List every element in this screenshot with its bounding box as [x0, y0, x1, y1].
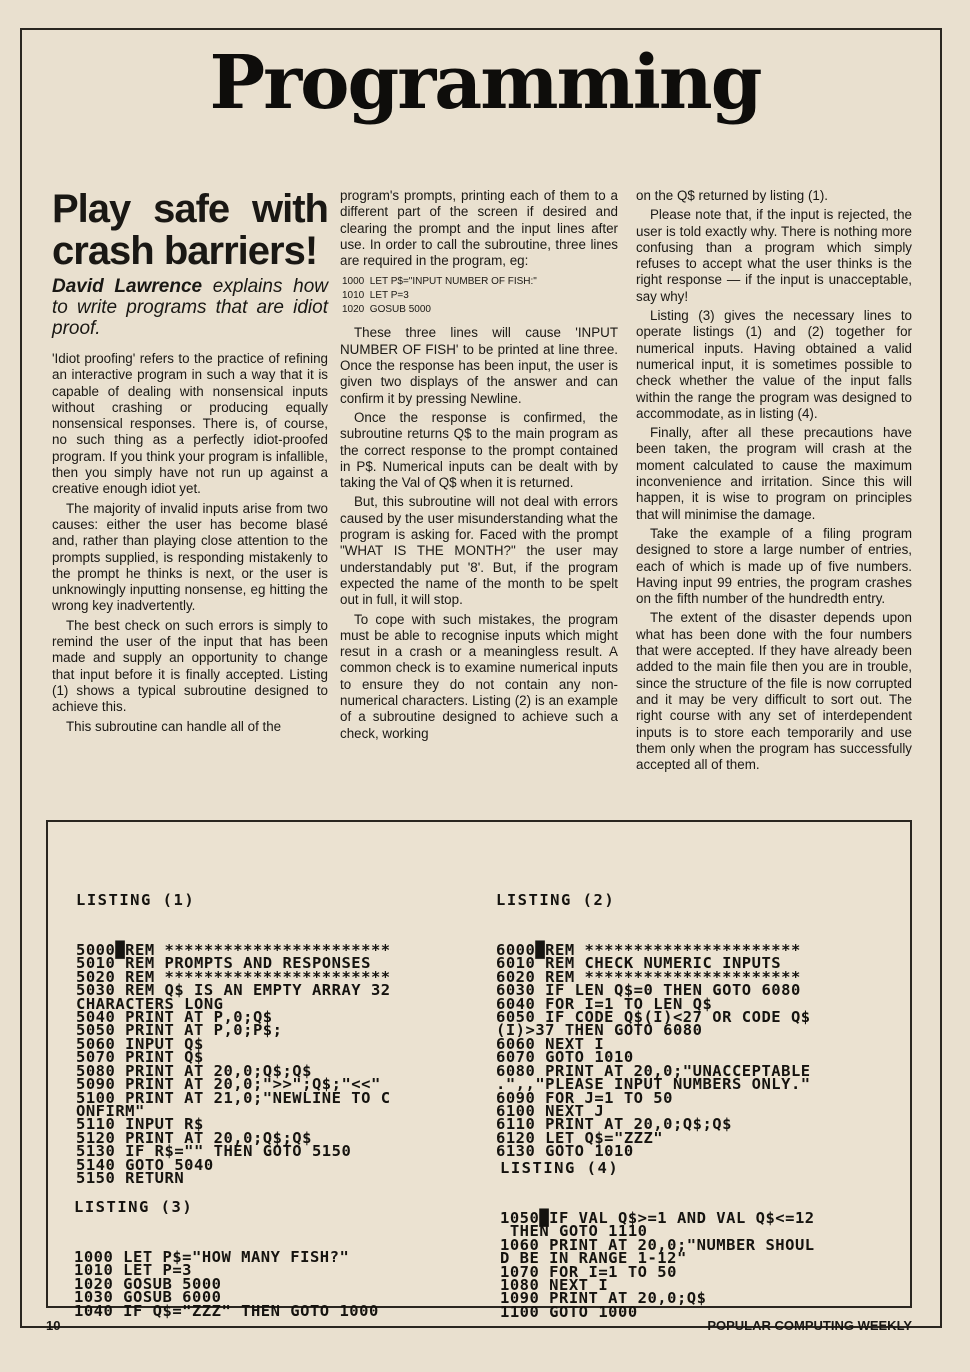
body-paragraph: on the Q$ returned by listing (1). [636, 188, 829, 203]
body-paragraph: Please note that, if the input is rejected, the user is told exactly why. There is nothing more confusing than a program which simply refuses to accept what the user thinks is the right response — if the input is unacceptable, say why! [636, 207, 912, 304]
listing-3-title: LISTING (3) [74, 1197, 194, 1216]
body-paragraph: These three lines will cause 'INPUT NUMBER OF FISH' to be printed at line three. Once the response has been input, the user is given two displays of the answer and can confirm it by pressing Newline. [340, 325, 618, 406]
listing-3 [74, 1174, 379, 1345]
article-standfirst [52, 276, 328, 339]
listing-1-title: LISTING (1) [76, 890, 196, 909]
body-paragraph: The extent of the disaster depends upon what has been done with the four numbers that were accepted. If they have already been added to the main file then you are in trouble, since the structure of the file is now corrupted and it may be very difficult to sort out. The right course with any set of interdependent inputs is to store each temporarily and use them only when the program has successfully accepted all of them. [636, 610, 912, 773]
body-paragraph: To cope with such mistakes, the program must be able to recognise inputs which might resut in a crash or a meaningless result. A common check is to examine numerical inputs to ensure they do not contain any non-numerical characters. Listing (2) is an example of a subroutine designed to achieve such a check, working [340, 611, 618, 741]
section-masthead: Programming [209, 40, 761, 126]
listing-2-code: 6000█REM ********************** 6010 REM CHECK NUMERIC INPUTS 6020 REM ********************** 6030 IF LEN Q$=0 THEN GOTO 6080 6040 FOR I=1 TO LEN Q$ 6050 IF CODE Q$(I)<27 OR CODE Q$ (I)>37 THEN GOTO 6080 6060 NEXT I 6070 GOTO 1010 6080 PRINT AT 20,0;"UNACCEPTABLE .",,"PLEASE INPUT NUMBERS ONLY." 6090 FOR J=1 TO 50 6100 NEXT J 6110 PRINT AT 20,0;Q$;Q$ 6120 LET Q$="ZZZ" 6130 GOTO 1010 [496, 941, 811, 1161]
body-paragraph: This subroutine can handle all of the [66, 718, 282, 734]
article-column-3 [636, 188, 912, 776]
author-name: David Lawrence [52, 276, 203, 297]
publication-name: POPULAR COMPUTING WEEKLY [707, 1318, 912, 1333]
body-paragraph: Finally, after all these precautions have been taken, the program will crash at the moment calculated to cause the maximum inconvenience and irritation. Since this will happen, it is wise to program on principles that will minimise the damage. [636, 425, 912, 522]
body-paragraph: 'Idiot proofing' refers to the practice of refining an interactive program in such a way that it is capable of dealing with nonsensical inputs without crashing or producing equally nonsensical responses. There is, of course, no such thing as a perfectly idiot-proofed program. If you think your program is infallible, then you simply have not run up against a creative enough idiot yet. [52, 351, 328, 497]
listing-4-code: 1050█IF VAL Q$>=1 AND VAL Q$<=12 THEN GOTO 1110 1060 PRINT AT 20,0;"NUMBER SHOUL D BE IN RANGE 1-12" 1070 FOR I=1 TO 50 1080 NEXT I 1090 PRINT AT 20,0;Q$ 1100 GOTO 1000 [500, 1209, 815, 1321]
listing-2-title: LISTING (2) [496, 890, 616, 909]
listing-4 [500, 1135, 815, 1346]
body-paragraph: But, this subroutine will not deal with errors caused by the user misunderstanding what the program is asking for. Faced with the prompt "WHAT IS THE MONTH?" the user may understandably put '8'. But, if the program expected the name of the month to be spelt out in full, it will stop. [340, 494, 618, 608]
listing-4-title: LISTING (4) [500, 1158, 620, 1177]
page-number: 10 [46, 1318, 61, 1333]
standfirst-text: explains how to write programs that are idiot proof. [52, 276, 329, 339]
article-column-2 [340, 188, 618, 745]
body-paragraph: program's prompts, printing each of them to a different part of the screen if desired and clearing the prompt and the input lines after use. In order to call the subroutine, three lines are required in the program, eg: [340, 188, 618, 269]
article-headline: Play safe with crash barriers! [52, 187, 328, 273]
listing-3-code: 1000 LET P$="HOW MANY FISH?" 1010 LET P=3 1020 GOSUB 5000 1030 GOSUB 6000 1040 IF Q$="ZZZ" THEN GOTO 1000 [74, 1248, 379, 1320]
body-paragraph: Take the example of a filing program designed to store a large number of entries, each of which is made up of five numbers. Having input 99 entries, the program crashes on the fifth number of the hundredth entry. [636, 525, 912, 607]
listings-panel [46, 820, 912, 1321]
inline-code-example: 1000 LET P$="INPUT NUMBER OF FISH:" 1010 LET P=3 1020 GOSUB 5000 [342, 276, 537, 316]
article-column-1 [52, 188, 328, 738]
listing-1 [74, 867, 391, 1216]
listing-1-code: 5000█REM *********************** 5010 REM PROMPTS AND RESPONSES 5020 REM *********************** 5030 REM Q$ IS AN EMPTY ARRAY 32 CHARACTERS LONG 5040 PRINT AT P,0;Q$ 5050 PRINT AT P,0;P$; 5060 INPUT Q$ 5070 PRINT Q$ 5080 PRINT AT 20,0;Q$;Q$ 5090 PRINT AT 20,0;">>";Q$;"<<" 5100 PRINT AT 21,0;"NEWLINE TO C ONFIRM" 5110 INPUT R$ 5120 PRINT AT 20,0;Q$;Q$ 5130 IF R$="" THEN GOTO 5150 5140 GOTO 5040 5150 RETURN [76, 941, 391, 1187]
body-paragraph: The majority of invalid inputs arise from two causes: either the user has become blasé and, rather than playing close attention to the prompts supplied, is responding mistakenly to the prompt he thinks is next, or the user is unknowingly inputting nonsense, eg hitting the wrong key inadvertently. [52, 500, 328, 614]
body-paragraph: Listing (3) gives the necessary lines to operate listings (1) and (2) together for numerical inputs. Having obtained a valid numerical input, it is sometimes possible to check whether the value of the input falls within the range the program was designed to accommodate, as in listing (4). [636, 308, 912, 421]
body-paragraph: The best check on such errors is simply to remind the user of the input that has been made and supply an opportunity to change that input before it is finally accepted. Listing (1) shows a typical subroutine designed to achieve this. [52, 617, 328, 715]
body-paragraph: Once the response is confirmed, the subroutine returns Q$ to the main program as the correct response to the prompt contained in P$. Numerical inputs can be dealt with by taking the Val of Q$ when it is returned. [340, 409, 618, 491]
